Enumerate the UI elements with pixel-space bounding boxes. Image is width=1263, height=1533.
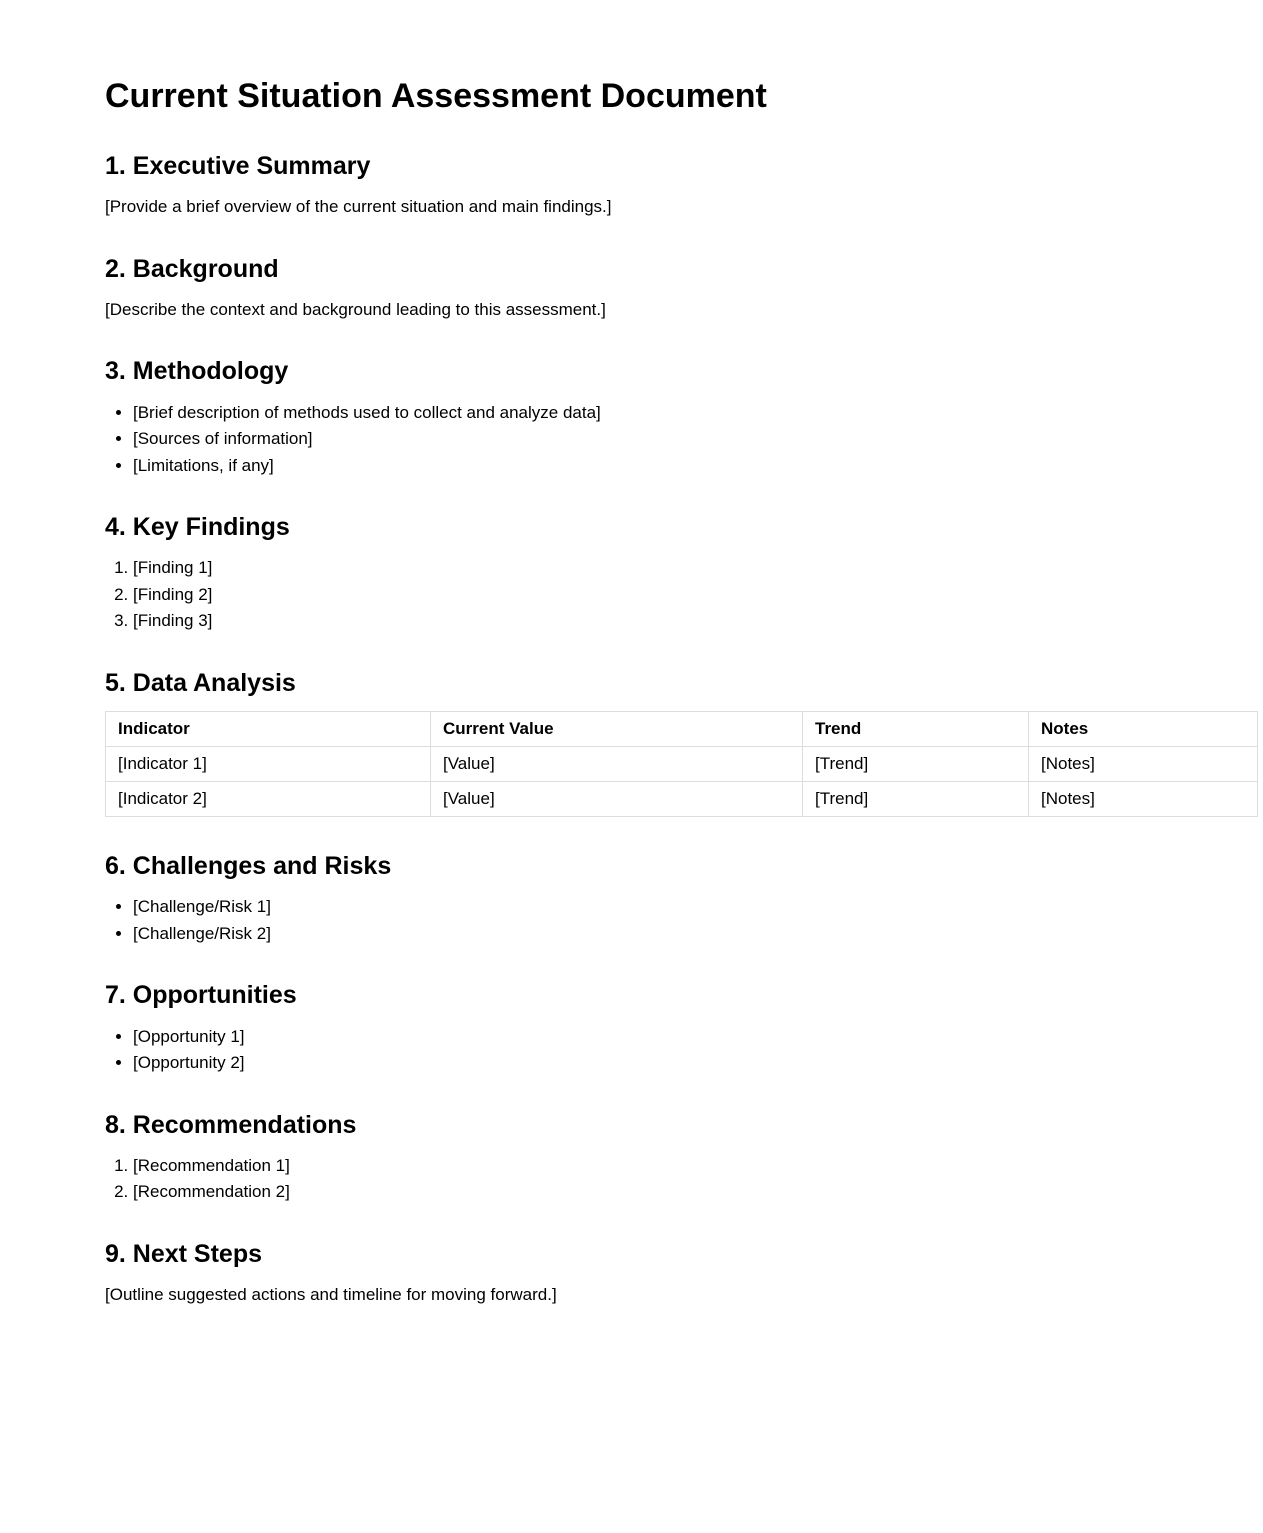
table-cell: [Value] <box>431 747 803 782</box>
numbered-item: 2. [Recommendation 2] <box>133 1179 1157 1205</box>
table-header-cell-indicator: Indicator <box>106 712 431 747</box>
table-header-row <box>106 712 1258 747</box>
section-heading-background: 2. Background <box>105 254 279 283</box>
table-cell: [Notes] <box>1029 782 1258 817</box>
section-paragraph-background: [Describe the context and background leading to this assessment.] <box>105 299 606 319</box>
document-title: Current Situation Assessment Document <box>105 77 767 115</box>
table-cell: [Trend] <box>803 747 1029 782</box>
table-cell: [Value] <box>431 782 803 817</box>
section-heading-recommendations: 8. Recommendations <box>105 1110 357 1139</box>
section-heading-data-analysis: 5. Data Analysis <box>105 668 296 697</box>
section-heading-next-steps: 9. Next Steps <box>105 1239 263 1268</box>
table-row <box>106 782 1258 817</box>
table-cell: [Notes] <box>1029 747 1258 782</box>
bullet-item: • [Challenge/Risk 1] <box>133 894 1157 920</box>
table-cell: [Indicator 1] <box>106 747 431 782</box>
table-row <box>106 747 1258 782</box>
bullet-item: • [Brief description of methods used to collect and analyze data] <box>133 400 1157 426</box>
table-header-cell-notes: Notes <box>1029 712 1258 747</box>
table-cell: [Trend] <box>803 782 1029 817</box>
section-heading-key-findings: 4. Key Findings <box>105 513 290 542</box>
bullet-item: • [Limitations, if any] <box>133 453 1157 479</box>
bullet-item: • [Opportunity 1] <box>133 1024 1157 1050</box>
section-heading-challenges-and-risks: 6. Challenges and Risks <box>105 852 392 881</box>
table-cell: [Indicator 2] <box>106 782 431 817</box>
numbered-item: 1. [Finding 1] <box>133 555 1157 581</box>
section-paragraph-next-steps: [Outline suggested actions and timeline for moving forward.] <box>105 1285 557 1305</box>
section-heading-executive-summary: 1. Executive Summary <box>105 151 371 180</box>
table-header-cell-current-value: Current Value <box>431 712 803 747</box>
numbered-item: 3. [Finding 3] <box>133 608 1157 634</box>
opportunities-bullet-list <box>105 1024 1157 1076</box>
bullet-item: • [Opportunity 2] <box>133 1050 1157 1076</box>
section-heading-opportunities: 7. Opportunities <box>105 981 297 1010</box>
key-findings-numbered-list <box>105 555 1157 634</box>
recommendations-numbered-list <box>105 1153 1157 1205</box>
data-analysis-table <box>105 711 1258 817</box>
bullet-item: • [Challenge/Risk 2] <box>133 921 1157 947</box>
challenges-bullet-list <box>105 894 1157 946</box>
bullet-item: • [Sources of information] <box>133 426 1157 452</box>
table-header-cell-trend: Trend <box>803 712 1029 747</box>
numbered-item: 2. [Finding 2] <box>133 582 1157 608</box>
section-heading-methodology: 3. Methodology <box>105 357 289 386</box>
numbered-item: 1. [Recommendation 1] <box>133 1153 1157 1179</box>
methodology-bullet-list <box>105 400 1157 479</box>
section-paragraph-executive-summary: [Provide a brief overview of the current situation and main findings.] <box>105 197 612 217</box>
